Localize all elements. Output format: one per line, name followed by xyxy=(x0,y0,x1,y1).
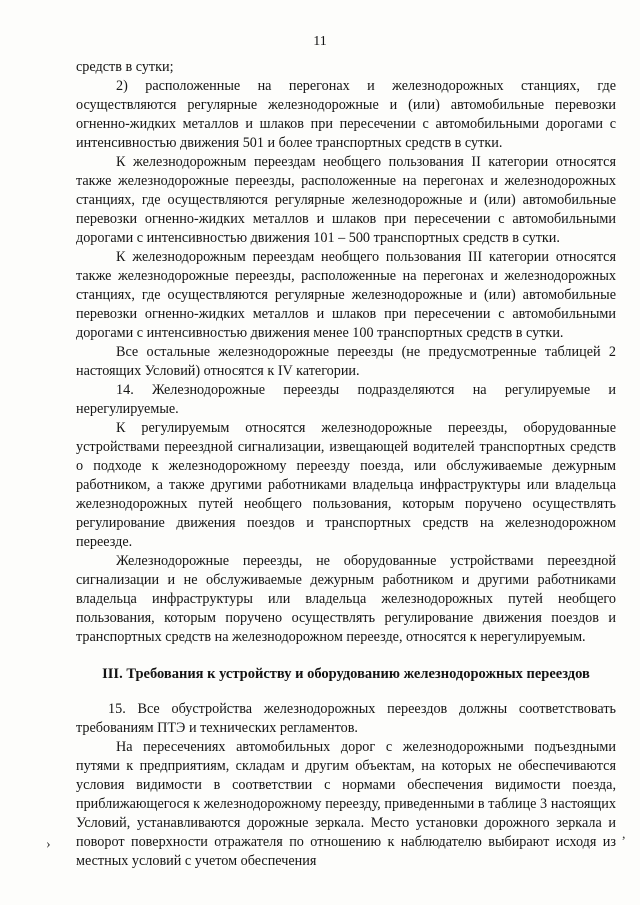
paragraph-continuation: средств в сутки; xyxy=(76,59,174,75)
paragraph-item-2: 2) расположенные на перегонах и железнодорожных станциях, где осуществляются регулярные железнодорожные и (или) автомобильные перевозки огненно-жидких металлов и шлаков при пересечении с автомобильными дорогами с интенсивностью движения 501 и более транспортных средств в сутки. xyxy=(76,78,616,151)
page-number: 11 xyxy=(313,34,327,49)
paragraph-item-15: 15. Все обустройства железнодорожных переездов должны соответствовать требованиям ПТЭ и технических регламентов. xyxy=(76,701,616,736)
paragraph-category-4: Все остальные железнодорожные переезды (не предусмотренные таблицей 2 настоящих Условий) относятся к IV категории. xyxy=(76,344,616,379)
paragraph-category-2: К железнодорожным переездам необщего пользования II категории относятся также железнодорожные переезды, расположенные на перегонах и железнодорожных станциях, где осуществляются регулярные железнодорожные и (или) автомобильные перевозки огненно-жидких металлов и шлаков при пересечении с автомобильными дорогами с интенсивностью движения 101 – 500 транспортных средств в сутки. xyxy=(76,154,616,246)
scan-artifact-mark: › xyxy=(46,837,51,852)
paragraph-unregulated: Железнодорожные переезды, не оборудованные устройствами переездной сигнализации и не обслуживаемые дежурным работником и другими работниками владельца инфраструктуры или владельца железнодорожных путей необщего пользования, которым поручено осуществлять регулирование движения поездов и транспортных средств на железнодорожном переезде, относятся к нерегулируемым. xyxy=(76,553,616,645)
scan-artifact-mark: , xyxy=(622,827,626,842)
section-heading: III. Требования к устройству и оборудованию железнодорожных переездов xyxy=(102,666,590,682)
paragraph-mirrors: На пересечениях автомобильных дорог с железнодорожными подъездными путями к предприятиям, складам и другим объектам, на которых не обеспечиваются условия видимости в соответствии с нормами обеспечения видимости поезда, приближающегося к железнодорожному переезду, приведенными в таблице 3 настоящих Условий, устанавливаются дорожные зеркала. Место установки дорожного зеркала и поворот поверхности отражателя по отношению к наблюдателю выбирают исходя из местных условий с учетом обеспечения xyxy=(76,739,616,869)
document-body xyxy=(76,58,616,871)
paragraph-item-14: 14. Железнодорожные переезды подразделяются на регулируемые и нерегулируемые. xyxy=(76,382,616,417)
paragraph-category-3: К железнодорожным переездам необщего пользования III категории относятся также железнодорожные переезды, расположенные на перегонах и железнодорожных станциях, где осуществляются регулярные железнодорожные и (или) автомобильные перевозки огненно-жидких металлов и шлаков при пересечении с автомобильными дорогами с интенсивностью движения менее 100 транспортных средств в сутки. xyxy=(76,249,616,341)
paragraph-regulated: К регулируемым относятся железнодорожные переезды, оборудованные устройствами переездной сигнализации, извещающей водителей транспортных средств о подходе к железнодорожному переезду поезда, или обслуживаемые дежурным работником, а также другими работниками владельца инфраструктуры или владельца железнодорожных путей необщего пользования, которым поручено осуществлять регулирование движения поездов и транспортных средств на железнодорожном переезде. xyxy=(76,420,616,550)
